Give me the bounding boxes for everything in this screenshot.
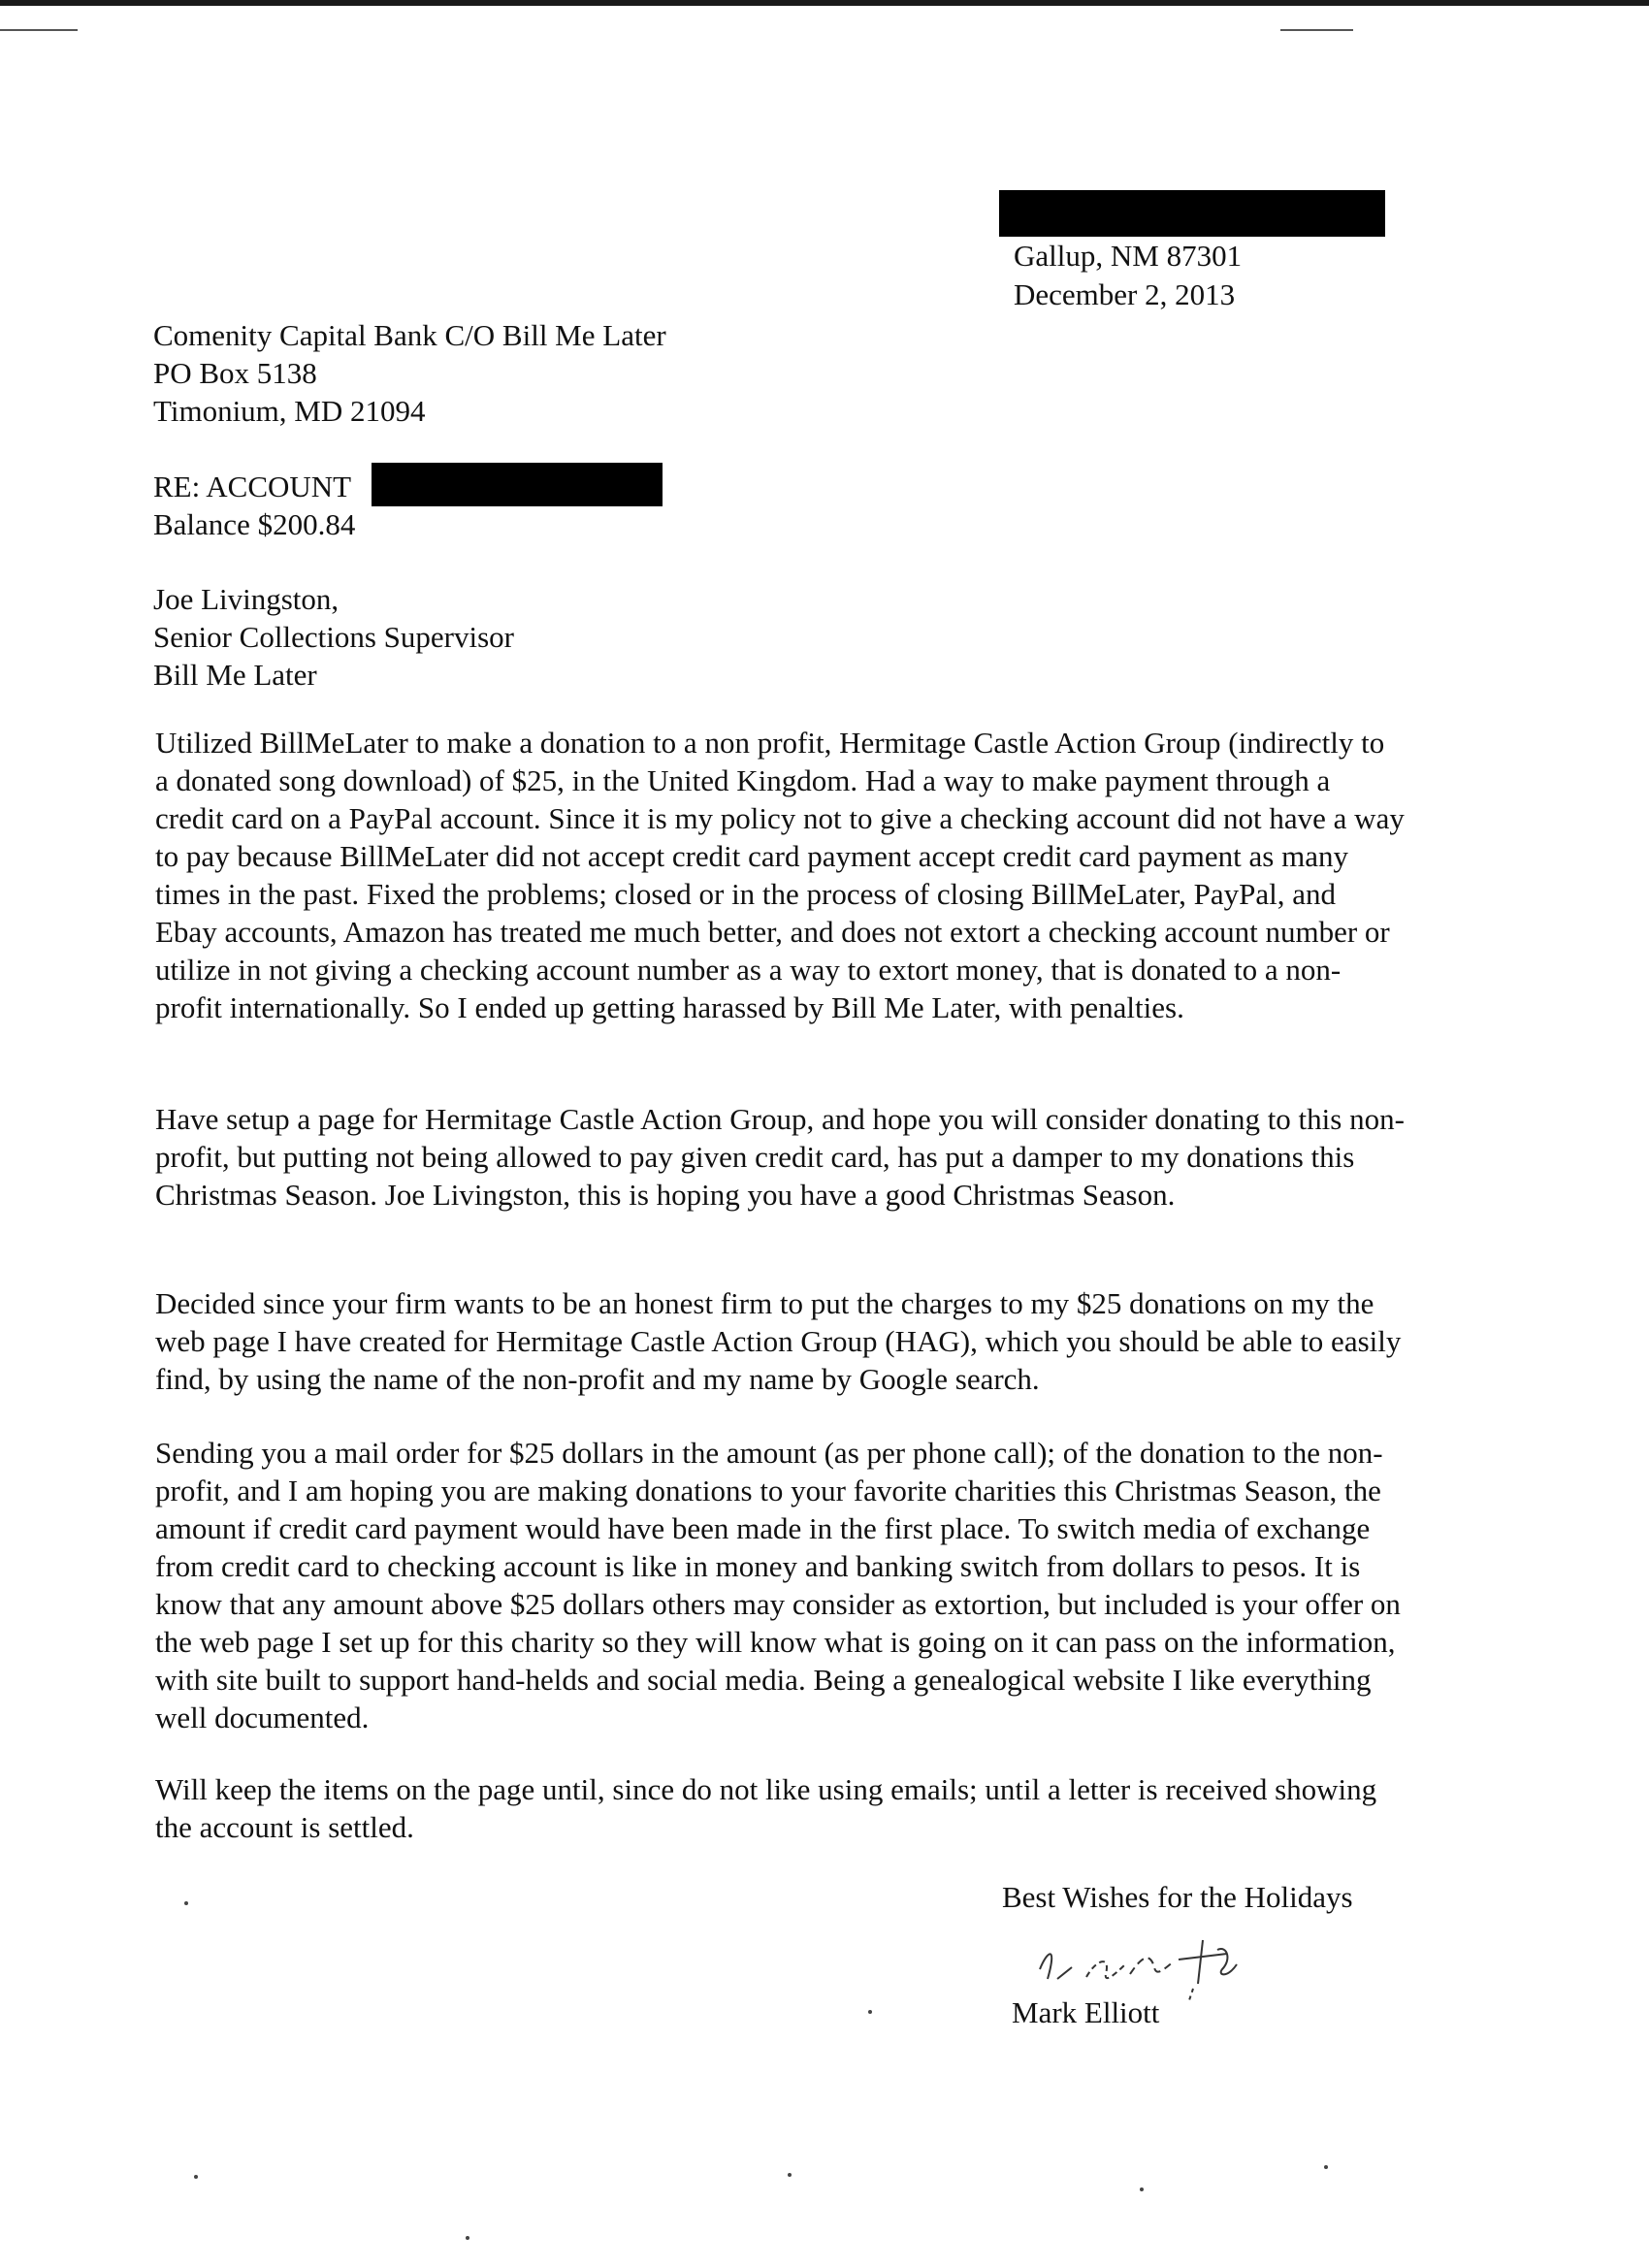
recipient-address [153,316,666,430]
scan-speck [868,2010,872,2014]
scan-mark [0,29,78,31]
attention-line: Bill Me Later [153,658,317,692]
body-line: web page I have created for Hermitage Castle Action Group (HAG), which you should be able to easily [155,1324,1402,1358]
body-line: profit internationally. So I ended up getting harassed by Bill Me Later, with penalties. [155,990,1184,1024]
body-paragraph-5 [155,1770,1513,1846]
scan-speck [1324,2165,1328,2169]
body-line: to pay because BillMeLater did not accept credit card payment accept credit card payment as many [155,839,1348,873]
reference-block [153,468,355,543]
redacted-account-number [372,463,663,506]
scan-speck [194,2175,198,2179]
balance-line: Balance $200.84 [153,507,356,541]
body-line: the web page I set up for this charity so they will know what is going on it can pass on the information, [155,1625,1396,1659]
body-line: find, by using the name of the non-profit and my name by Google search. [155,1362,1040,1396]
signer-name: Mark Elliott [1012,1995,1160,2029]
body-line: the account is settled. [155,1810,414,1844]
account-label: RE: ACCOUNT [153,470,352,503]
body-line: Ebay accounts, Amazon has treated me much better, and does not extort a checking account number or [155,915,1390,949]
letter-date: December 2, 2013 [1014,277,1236,311]
body-line: utilize in not giving a checking account number as a way to extort money, that is donated to a non- [155,953,1342,987]
attention-line: Joe Livingston, [153,582,340,616]
body-line: profit, and I am hoping you are making donations to your favorite charities this Christmas Season, the [155,1474,1381,1507]
scan-top-edge [0,0,1649,6]
body-paragraph-4 [155,1434,1513,1736]
body-line: amount if credit card payment would have been made in the first place. To switch media of exchange [155,1511,1371,1545]
body-line: well documented. [155,1701,370,1734]
scan-speck [788,2173,792,2177]
sender-city: Gallup, NM 87301 [1014,239,1243,273]
body-line: Decided since your firm wants to be an honest firm to put the charges to my $25 donations on my the [155,1286,1374,1320]
scan-speck [184,1901,188,1905]
body-line: times in the past. Fixed the problems; closed or in the process of closing BillMeLater, PayPal, and [155,877,1337,911]
body-line: with site built to support hand-helds and social media. Being a genealogical website I like everything [155,1663,1372,1697]
attention-line: Senior Collections Supervisor [153,620,514,654]
body-paragraph-2 [155,1100,1513,1214]
body-line: credit card on a PayPal account. Since it is my policy not to give a checking account did not have a way [155,801,1405,835]
scan-speck [1140,2187,1144,2191]
body-line: profit, but putting not being allowed to pay given credit card, has put a damper to my donations this [155,1140,1355,1174]
recipient-line: Comenity Capital Bank C/O Bill Me Later [153,318,666,352]
body-line: Will keep the items on the page until, since do not like using emails; until a letter is received showing [155,1772,1377,1806]
closing-salutation: Best Wishes for the Holidays [1002,1880,1353,1914]
body-line: Have setup a page for Hermitage Castle Action Group, and hope you will consider donating to this non- [155,1102,1405,1136]
recipient-line: Timonium, MD 21094 [153,394,426,428]
attention-block [153,580,514,694]
scan-speck [466,2236,469,2240]
redacted-address [999,190,1385,237]
body-line: Christmas Season. Joe Livingston, this is hoping you have a good Christmas Season. [155,1178,1176,1212]
recipient-line: PO Box 5138 [153,356,317,390]
body-line: a donated song download) of $25, in the United Kingdom. Had a way to make payment through a [155,763,1331,797]
body-line: Utilized BillMeLater to make a donation to a non profit, Hermitage Castle Action Group (indirectly to [155,726,1385,760]
body-paragraph-3 [155,1284,1513,1398]
body-line: from credit card to checking account is like in money and banking switch from dollars to pesos. It is [155,1549,1361,1583]
body-paragraph-1 [155,724,1513,1026]
sender-block [1014,237,1242,314]
scan-mark [1280,29,1353,31]
body-line: know that any amount above $25 dollars others may consider as extortion, but included is your offer on [155,1587,1401,1621]
body-line: Sending you a mail order for $25 dollars in the amount (as per phone call); of the donation to the non- [155,1436,1383,1470]
